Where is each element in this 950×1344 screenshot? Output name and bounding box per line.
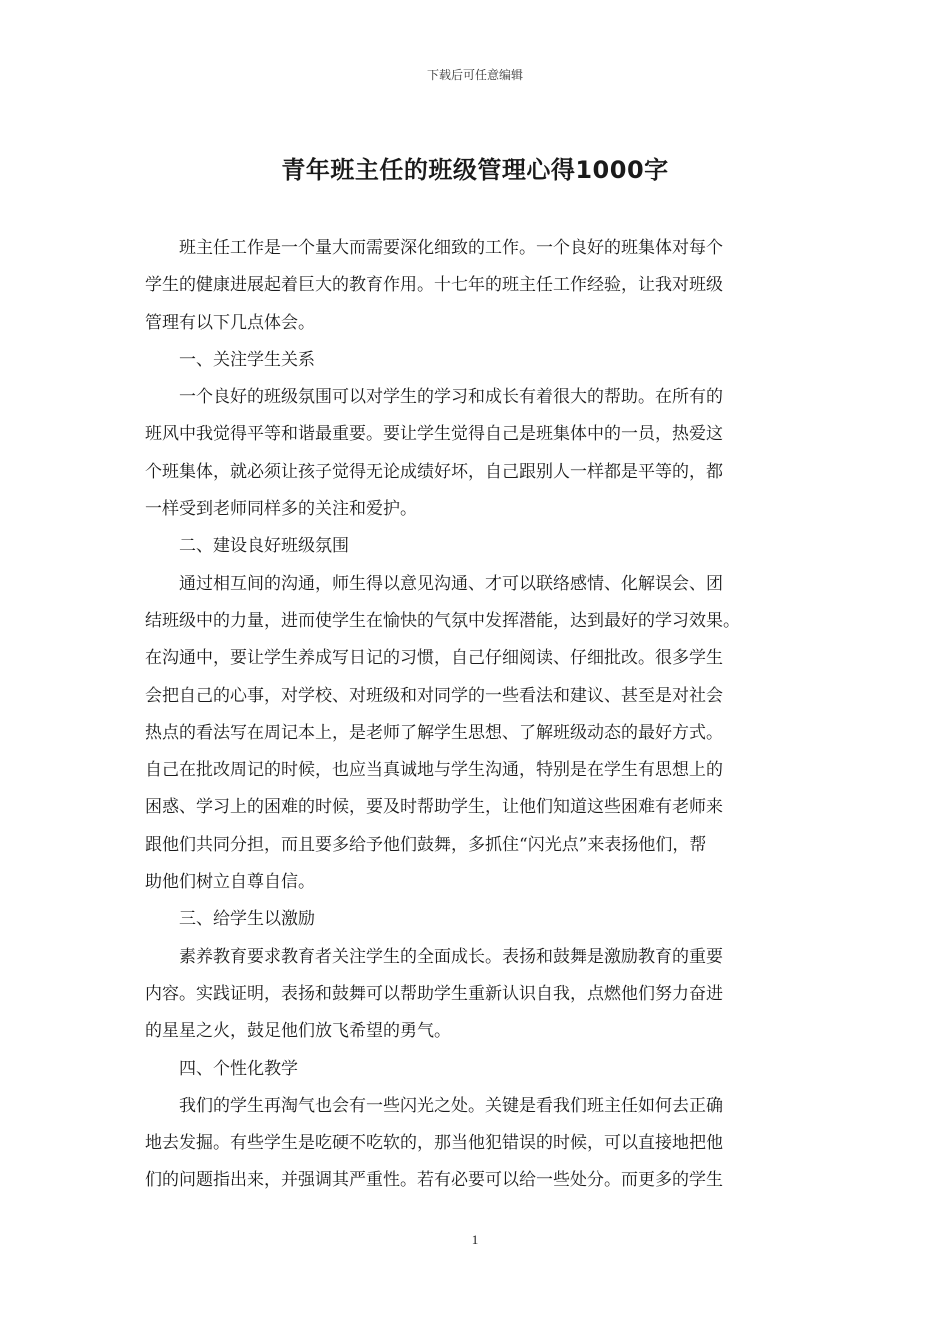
page-number: 1 bbox=[471, 1232, 479, 1247]
paragraph-intro: 班主任工作是一个量大而需要深化细致的工作。一个良好的班集体对每个 学生的健康进展起着巨大的教育作用。十七年的班主任工作经验，让我对班级 管理有以下几点体会。 bbox=[145, 238, 723, 333]
paragraph-3: 素养教育要求教育者关注学生的全面成长。表扬和鼓舞是激励教育的重要 内容。实践证明，表扬和鼓舞可以帮助学生重新认识自我，点燃他们努力奋进 的星星之火，鼓足他们放飞希望的勇气。 bbox=[145, 946, 723, 1042]
document-title: 青年班主任的班级管理心得1000字 bbox=[281, 156, 669, 184]
paragraph-1: 一个良好的班级氛围可以对学生的学习和成长有着很大的帮助。在所有的 班风中我觉得平等和谐最重要。要让学生觉得自己是班集体中的一员，热爱这 个班集体，就必须让孩子觉得无论成绩好坏，自己跟别人一样都是平等的，都 一样受到老师同样多的关注和爱护。 bbox=[145, 387, 723, 520]
section-heading-4: 四、个性化教学 bbox=[179, 1058, 298, 1079]
section-heading-2: 二、建设良好班级氛围 bbox=[179, 536, 349, 557]
section-heading-1: 一、关注学生关系 bbox=[179, 349, 315, 370]
section-heading-3: 三、给学生以激励 bbox=[179, 909, 315, 930]
paragraph-2: 通过相互间的沟通，师生得以意见沟通、才可以联络感情、化解误会、团 结班级中的力量，进而使学生在愉快的气氛中发挥潜能，达到最好的学习效果。 在沟通中，要让学生养成写日记的习惯，自己仔细阅读、仔细批改。很多学生 会把自己的心事，对学校、对班级和对同学的一些看法和建议、甚至是对社会 热点的看法写在周记本上，是老师了解学生思想、了解班级动态的最好方式。 自己在批改周记的时候，也应当真诚地与学生沟通，特别是在学生有思想上的 困惑、学习上的困难的时候，要及时帮助学生，让他们知道这些困难有老师来 跟他们共同分担，而且要多给予他们鼓舞，多抓住“闪光点”来表扬他们，帮 助他们树立自尊自信。 bbox=[145, 573, 740, 893]
header-note: 下载后可任意编辑 bbox=[426, 68, 523, 82]
paragraph-4: 我们的学生再淘气也会有一些闪光之处。关键是看我们班主任如何去正确 地去发掘。有些学生是吃硬不吃软的，那当他犯错误的时候，可以直接地把他 们的问题指出来，并强调其严重性。若有必要可以给一些处分。而更多的学生 bbox=[145, 1095, 723, 1191]
document-body bbox=[145, 230, 825, 1200]
